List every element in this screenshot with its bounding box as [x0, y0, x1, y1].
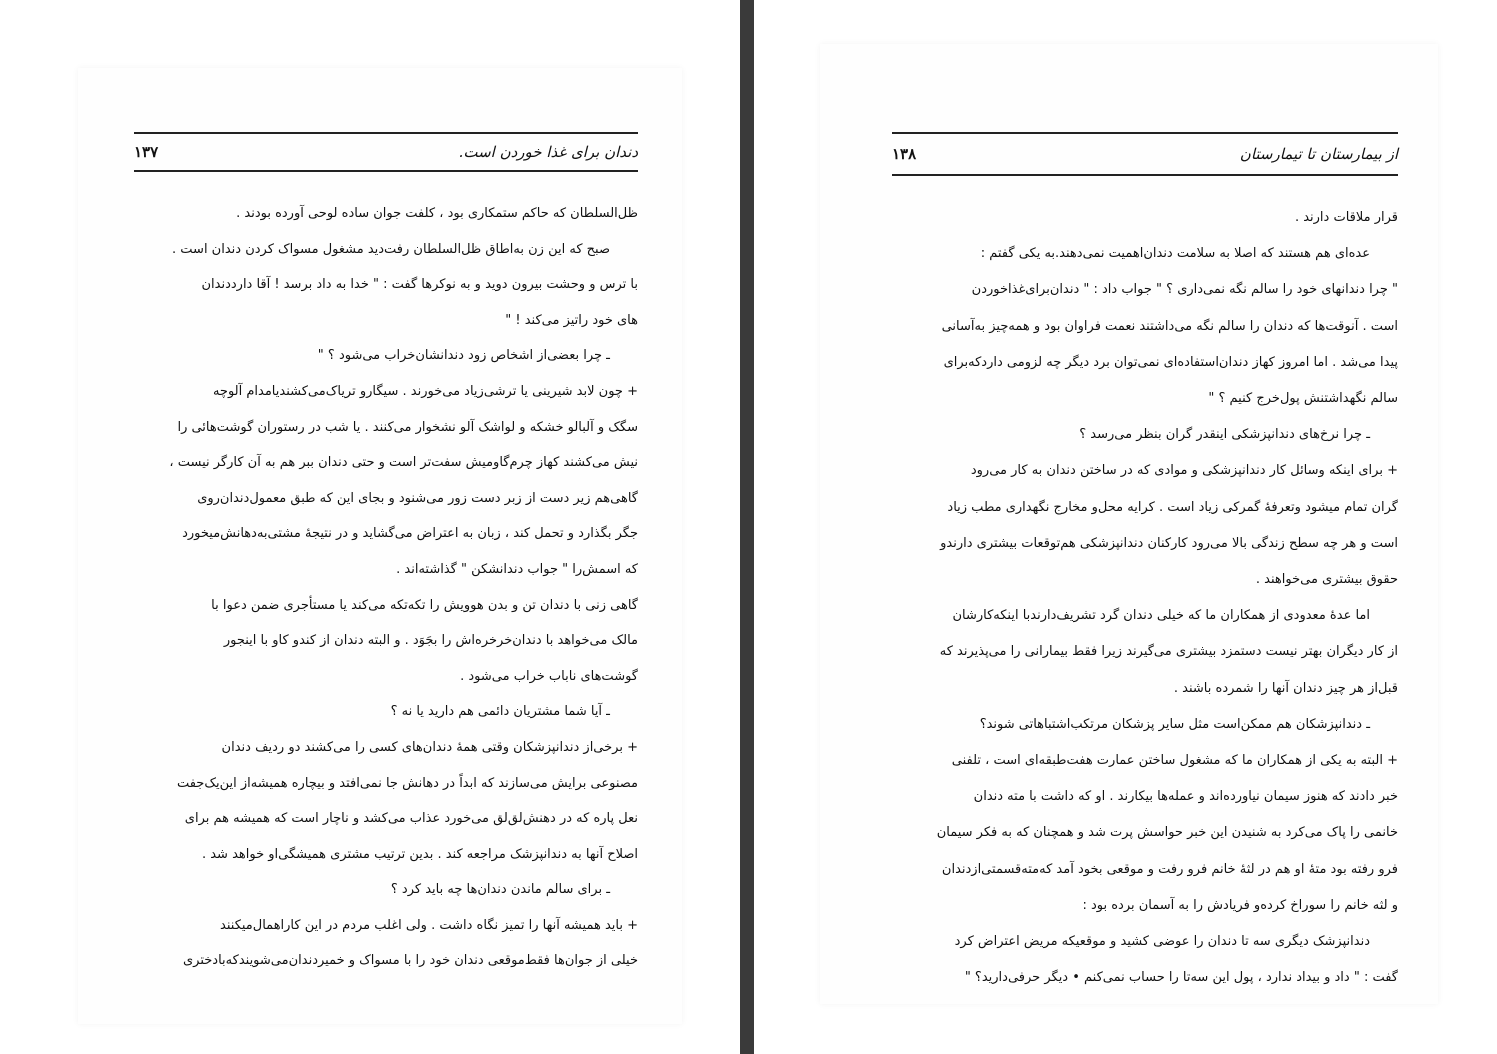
text-line: گران تمام میشود وتعرفه‌ٔ گمرکی زیاد است . کرایه محل‌و مخارج نگهداری مطب زیاد — [947, 499, 1398, 515]
text-line: نیش می‌کشند کهاز چرم‌گاومیش سفت‌تر است و حتی دندان ببر هم به آن کارگر نیست ، — [169, 455, 638, 471]
text-line: خیلی از جوان‌ها فقط‌موقعی دندان خود را با مسواک و خمیردندان‌می‌شویندکه‌بادختری — [182, 953, 638, 969]
text-line: است . آنوقت‌ها که دندان را سالم نگه می‌داشتند نعمت فراوان بود و همه‌چیز به‌آسانی — [941, 318, 1398, 334]
text-line: ـ چرا بعضی‌از اشخاص زود دندانشان‌خراب می‌شود ؟ " — [317, 348, 610, 364]
running-title: از بیمارستان تا تیمارستان — [1239, 145, 1398, 163]
text-line: که اسمش‌را " جواب دندانشکن " گذاشته‌اند . — [396, 561, 638, 577]
left-page-header — [134, 132, 638, 172]
text-line: است و هر چه سطح زندگی بالا می‌رود کارکنان دندانپزشکی هم‌توقعات بیشتری دارندو — [940, 535, 1398, 551]
text-line: از کار دیگران بهتر نیست دستمزد بیشتری می‌گیرند زیرا فقط بیمارانی را می‌پذیرند که — [939, 644, 1398, 660]
text-line: + چون لابد شیرینی یا ترشی‌زیاد می‌خورند . سیگارو تریاک‌می‌کشندیامدام آلوچه — [212, 383, 638, 399]
text-line: گاهی‌هم زیر دست از زبر دست زور می‌شنود و بجای این که طبق معمول‌دندان‌روی — [197, 490, 638, 506]
text-line: + باید همیشه آنها را تمیز نگاه داشت . ولی اغلب مردم در این کاراهمال‌میکنند — [220, 917, 638, 933]
right-page-header — [892, 132, 1398, 176]
text-line: های خود راتیز می‌کند ! " — [505, 312, 638, 328]
text-line: با ترس و وحشت بیرون دوید و به نوکرها گفت : " خدا به داد برسد ! آقا دارددندان — [201, 277, 638, 293]
text-line: ـ آیا شما مشتریان دائمی هم دارید یا نه ؟ — [390, 704, 610, 720]
text-line: نعل پاره که در دهنش‌لق‌لق می‌خورد عذاب می‌کشد و ناچار است که همیشه هم برای — [184, 811, 638, 827]
text-line: مصنوعی برایش می‌سازند که ابداً در دهانش جا نمی‌افتد و بیچاره همیشه‌از این‌یک‌جفت — [176, 775, 638, 791]
text-line: گوشت‌های ناباب خراب می‌شود . — [460, 668, 638, 684]
page-number: ۱۳۷ — [134, 143, 159, 161]
text-line: مالک می‌خواهد با دندان‌خرخره‌اش را بجَوَد . و البته دندان از کندو کاو با اینجور — [223, 633, 638, 649]
text-line: اصلاح آنها به دندانپزشک مراجعه کند . بدین ترتیب مشتری همیشگی‌او خواهد شد . — [201, 846, 638, 862]
text-line: اما عدهٔ معدودی از همکاران ما که خیلی دندان گرد تشریف‌دارندبا اینکه‌کارشان — [952, 608, 1370, 624]
text-line: عده‌ای هم هستند که اصلا به سلامت دندان‌اهمیت نمی‌دهند.به یکی گفتم : — [980, 246, 1370, 262]
book-spine — [740, 0, 754, 1054]
text-line: حقوق بیشتری می‌خواهند . — [1255, 572, 1398, 588]
right-page-body — [890, 200, 1398, 996]
text-line: ـ دندانپزشکان هم ممکن‌است مثل سایر پزشکان مرتکب‌اشتباهاتی شوند؟ — [979, 716, 1370, 732]
text-line: خانمی را پاک می‌کرد به شنیدن این خبر حواسش پرت شد و همچنان که به فکر سیمان — [936, 825, 1398, 841]
text-line: جگر بگذارد و تحمل کند ، زبان به اعتراض می‌گشاید و در نتیجه‌ٔ مشتی‌به‌دهانش‌میخورد — [182, 526, 638, 542]
text-line: فرو رفته بود متهٔ او هم در لثهٔ خانم فرو رفت و موقعی بخود آمد که‌مته‌قسمتی‌ازدندان — [941, 861, 1398, 877]
text-line: پیدا می‌شد . اما امروز کهاز دندان‌استفاده‌ای نمی‌توان برد دیگر چه لزومی داردکه‌برای — [943, 354, 1398, 370]
text-line: + البته‌ به یکی از همکاران ما که مشغول ساختن عمارت هفت‌طبقه‌ای است ، تلفنی — [951, 753, 1398, 769]
text-line: و لثه خانم را سوراخ کرده‌و فریادش را به آسمان برده بود : — [1082, 897, 1398, 913]
text-line: + برای اینکه وسائل کار دندانپزشکی و موادی که در ساختن دندان به کار می‌رود — [970, 463, 1398, 479]
text-line: خبر دادند که هنوز سیمان نیاورده‌اند و عمله‌ها بیکارند . او که داشت با مته دندان — [973, 789, 1398, 805]
text-line: ظل‌السلطان که حاکم ستمکاری بود ، کلفت جوان ساده لوحی آورده بودند . — [236, 206, 638, 221]
text-line: قرار ملاقات دارند . — [1294, 210, 1398, 225]
text-line: سگک و آلبالو خشکه و لواشک آلو نشخوار می‌کنند . یا شب در رستوران گوشت‌هائی را — [177, 419, 638, 435]
text-line: گاهی زنی با دندان تن و بدن هوویش را تکه‌تکه می‌کند یا مستأجری ضمن دعوا با — [211, 597, 638, 613]
text-line: ـ چرا نرخ‌های دندانپزشکی اینقدر گران بنظر می‌رسد ؟ — [1079, 427, 1370, 443]
left-page-body — [132, 196, 638, 979]
text-line: ـ برای سالم ماندن دندان‌ها چه باید کرد ؟ — [390, 882, 610, 898]
page-number: ۱۳۸ — [892, 145, 917, 163]
text-line: + برخی‌از دندانپزشکان‌ وقتی همهٔ دندان‌های کسی را می‌کشند دو ردیف دندان — [221, 739, 638, 755]
text-line: گفت : " داد و بیداد ندارد ، پول این سه‌تا را حساب نمی‌کنم • دیگر حرفی‌دارید؟ " — [964, 970, 1398, 986]
running-title: دندان برای غذا خوردن است. — [458, 143, 638, 161]
text-line: سالم نگهداشتنش پول‌خرج کنیم ؟ " — [1208, 391, 1398, 407]
right-page — [820, 44, 1438, 1004]
left-page — [78, 68, 682, 1024]
text-line: قبل‌از هر چیز دندان آنها را شمرده باشند . — [1173, 680, 1398, 696]
text-line: صبح که این زن به‌اطاق ظل‌السلطان رفت‌دید مشغول مسواک کردن دندان است . — [172, 241, 610, 257]
text-line: " چرا دندانهای خود را سالم نگه نمی‌داری ؟ " جواب داد : " دندان‌برای‌غذاخوردن — [971, 282, 1398, 298]
text-line: دندانپزشک دیگری سه تا دندان را عوضی کشید و موقعیکه مریض اعتراض کرد — [954, 934, 1370, 950]
